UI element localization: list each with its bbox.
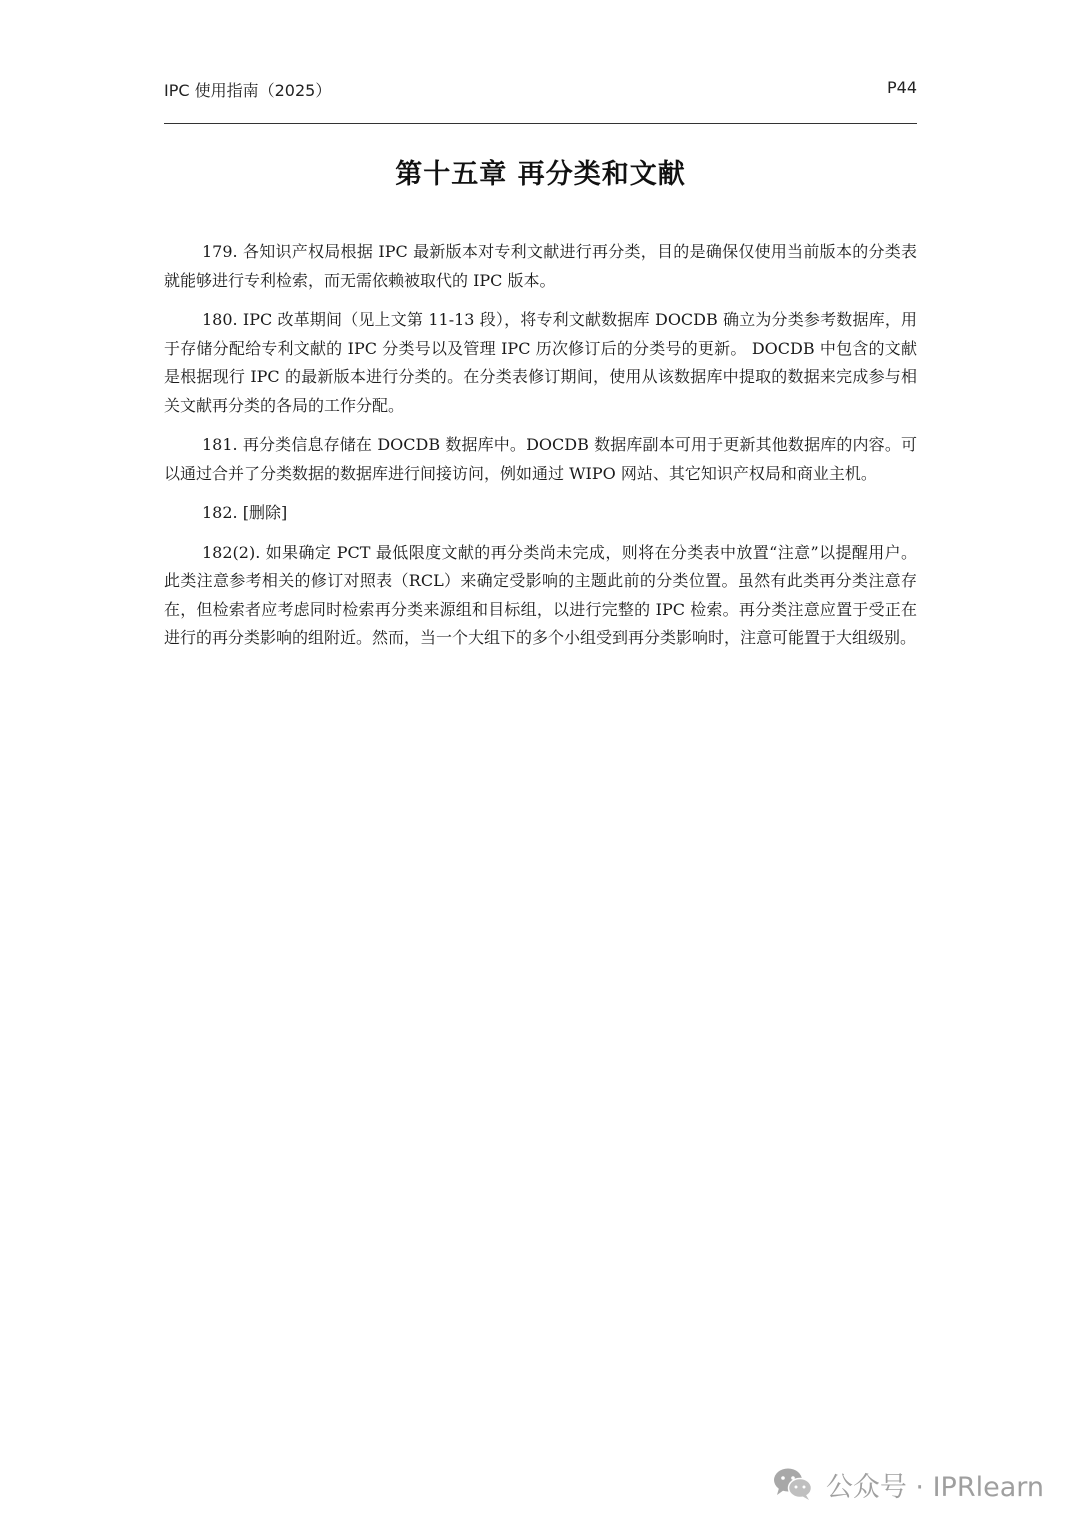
document-title: IPC 使用指南（2025） bbox=[164, 81, 332, 100]
header-divider bbox=[164, 123, 917, 124]
paragraph-182: 182. [删除] bbox=[202, 503, 288, 522]
paragraph-179: 179. 各知识产权局根据 IPC 最新版本对专利文献进行再分类，目的是确保仅使用当前版本的分类表就能够进行专利检索，而无需依赖被取代的 IPC 版本。 bbox=[164, 242, 917, 290]
paragraph-180: 180. IPC 改革期间（见上文第 11-13 段），将专利文献数据库 DOCDB 确立为分类参考数据库，用于存储分配给专利文献的 IPC 分类号以及管理 IPC 历次修订后的分类号的更新。 DOCDB 中包含的文献是根据现行 IPC 的最新版本进行分类的。在分类表修订期间，使用从该数据库中提取的数据来完成参与相关文献再分类的各局的工作分配。 bbox=[164, 310, 917, 415]
wechat-icon bbox=[772, 1466, 814, 1502]
paragraph-181: 181. 再分类信息存储在 DOCDB 数据库中。DOCDB 数据库副本可用于更新其他数据库的内容。可以通过合并了分类数据的数据库进行间接访问，例如通过 WIPO 网站、其它知识产权局和商业主机。 bbox=[164, 435, 917, 483]
paragraph-182-2: 182(2). 如果确定 PCT 最低限度文献的再分类尚未完成，则将在分类表中放置“注意”以提醒用户。此类注意参考相关的修订对照表（RCL）来确定受影响的主题此前的分类位置。虽然有此类再分类注意存在，但检索者应考虑同时检索再分类来源组和目标组，以进行完整的 IPC 检索。再分类注意应置于受正在进行的再分类影响的组附近。然而，当一个大组下的多个小组受到再分类影响时，注意可能置于大组级别。 bbox=[164, 542, 917, 647]
page-header bbox=[164, 78, 917, 102]
watermark-text: 公众号 · IPRlearn bbox=[825, 1471, 1044, 1503]
body-text bbox=[164, 238, 917, 664]
page-number: P44 bbox=[886, 78, 917, 97]
chapter-title: 第十五章 再分类和文献 bbox=[395, 159, 686, 190]
watermark bbox=[772, 1462, 1044, 1506]
